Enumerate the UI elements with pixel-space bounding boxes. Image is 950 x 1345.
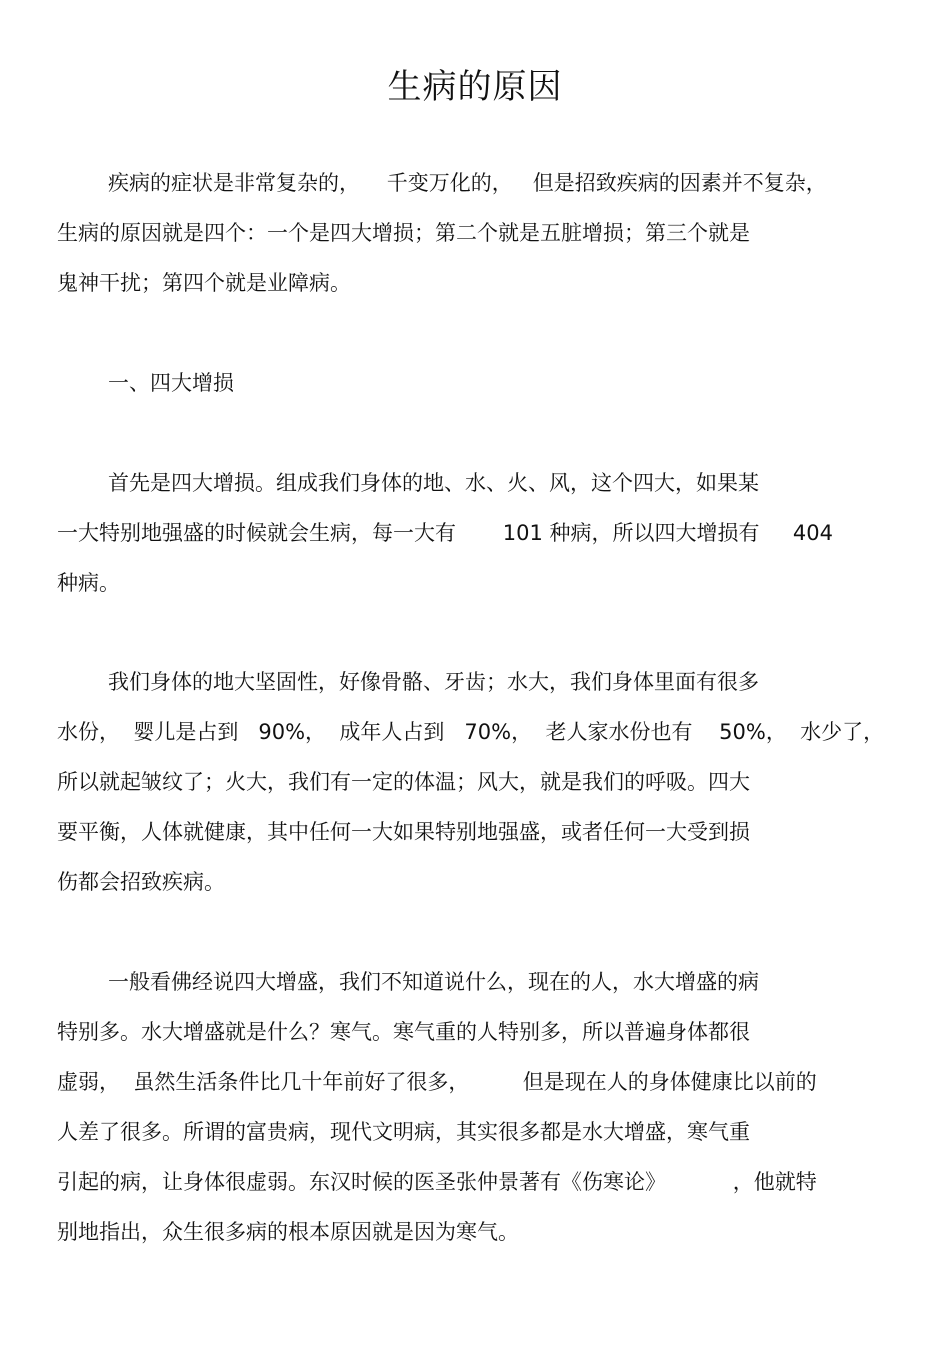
paragraph-3-line-2: 水份， 婴儿是占到 90%， 成年人占到 70%， 老人家水份也有 50%， 水少了， — [57, 720, 885, 744]
paragraph-4-line-3: 虚弱， 虽然生活条件比几十年前好了很多， 但是现在人的身体健康比以前的 — [57, 1070, 817, 1094]
paragraph-4-line-6: 别地指出，众生很多病的根本原因就是因为寒气。 — [57, 1220, 519, 1244]
paragraph-3-line-1: 我们身体的地大坚固性，好像骨骼、牙齿；水大，我们身体里面有很多 — [108, 670, 759, 694]
paragraph-1-line-1: 疾病的症状是非常复杂的， 千变万化的， 但是招致疾病的因素并不复杂， — [108, 171, 827, 195]
document-title: 生病的原因 — [387, 67, 563, 107]
paragraph-3-line-5: 伤都会招致疾病。 — [57, 870, 225, 894]
paragraph-3-line-3: 所以就起皱纹了；火大，我们有一定的体温；风大，就是我们的呼吸。四大 — [57, 770, 750, 794]
paragraph-4-line-4: 人差了很多。所谓的富贵病，现代文明病，其实很多都是水大增盛，寒气重 — [57, 1120, 750, 1144]
paragraph-1-line-3: 鬼神干扰；第四个就是业障病。 — [57, 271, 351, 295]
paragraph-2-line-2: 一大特别地强盛的时候就会生病，每一大有 101 种病，所以四大增损有 404 — [57, 521, 833, 545]
paragraph-1-line-2: 生病的原因就是四个：一个是四大增损；第二个就是五脏增损；第三个就是 — [57, 221, 750, 245]
paragraph-2-line-3: 种病。 — [57, 571, 120, 595]
paragraph-2-line-1: 首先是四大增损。组成我们身体的地、水、火、风，这个四大，如果某 — [108, 471, 759, 495]
paragraph-3-line-4: 要平衡，人体就健康，其中任何一大如果特别地强盛，或者任何一大受到损 — [57, 820, 750, 844]
paragraph-4-line-2: 特别多。水大增盛就是什么？寒气。寒气重的人特别多，所以普遍身体都很 — [57, 1020, 750, 1044]
paragraph-4-line-5: 引起的病，让身体很虚弱。东汉时候的医圣张仲景著有《伤寒论》 ，他就特 — [57, 1170, 817, 1194]
paragraph-4-line-1: 一般看佛经说四大增盛，我们不知道说什么，现在的人，水大增盛的病 — [108, 970, 759, 994]
section-heading: 一、四大增损 — [108, 371, 234, 395]
